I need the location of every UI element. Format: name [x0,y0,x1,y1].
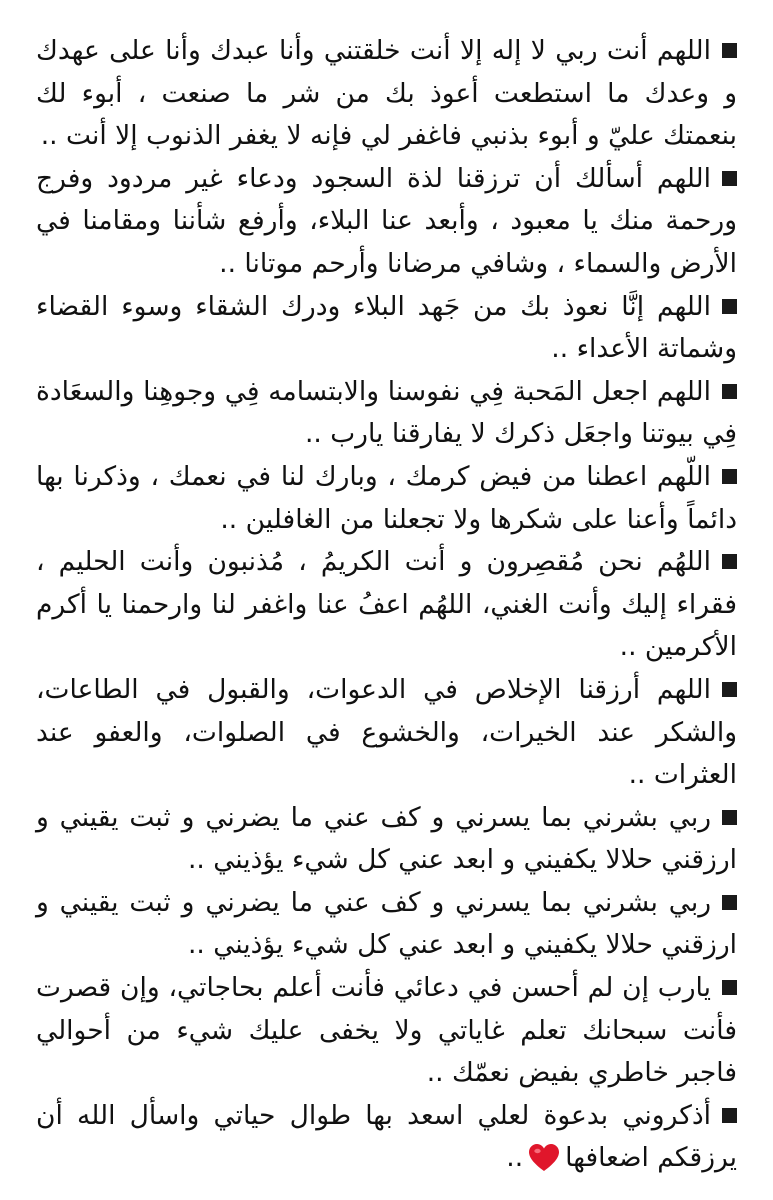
dua-entry-5 [36,456,737,541]
bullet-square-icon [722,980,737,995]
dua-entry-text: اللهم أرزقنا الإخلاص في الدعوات، والقبول في الطاعات، والشكر عند الخيرات، والخشوع في الصلوات، والعفو عند العثرات .. [36,673,737,791]
dua-entry-text: أذكروني بدعوة لعلي اسعد بها طوال حياتي واسأل الله أن يرزقكم اضعافها [36,1099,737,1174]
dua-entry-7 [36,669,737,797]
bullet-square-icon [722,810,737,825]
dua-entry-text: اللهم أنت ربي لا إله إلا أنت خلقتني وأنا عبدك وأنا على عهدك و وعدك ما استطعت أعوذ بك من شر ما صنعت ، أبوء لك بنعمتك عليّ و أبوء بذنبي فاغفر لي فإنه لا يغفر الذنوب إلا أنت .. [36,35,737,152]
dua-entry-8 [36,797,737,882]
dua-entry-1 [36,30,737,158]
dua-entry-text: اللّهم اعطنا من فيض كرمك ، وبارك لنا في نعمك ، وذكرنا بها دائماً وأعنا على شكرها ولا تجعلنا من الغافلين .. [36,460,737,535]
dua-entry-text: ربي بشرني بما يسرني و كف عني ما يضرني و ثبت يقيني و ارزقني حلالا يكفيني و ابعد عني كل شيء يؤذيني .. [36,801,737,876]
bullet-square-icon [722,895,737,910]
bullet-square-icon [722,554,737,569]
dua-entry-text: اللهم اجعل المَحبة فِي نفوسنا والابتسامه فِي وجوهِنا والسعَادة فِي بيوتنا واجعَل ذكرك لا يفارقنا يارب .. [36,375,737,450]
heart-shape [529,1144,559,1172]
dua-entry-3 [36,286,737,371]
dua-entry-ending: .. [506,1142,524,1174]
bullet-square-icon [722,682,737,697]
red-heart-icon [529,1143,559,1186]
dua-entry-text: يارب إن لم أحسن في دعائي فأنت أعلم بحاجاتي، وإن قصرت فأنت سبحانك تعلم غاياتي ولا يخفى عليك شيء من أحوالي فاجبر خاطري بفيض نعمّك .. [36,972,737,1089]
dua-entry-2 [36,158,737,286]
bullet-square-icon [722,384,737,399]
dua-entry-10 [36,967,737,1095]
dua-entry-6 [36,541,737,669]
bullet-square-icon [722,299,737,314]
dua-entry-text: اللهم أسألك أن ترزقنا لذة السجود ودعاء غير مردود وفرج ورحمة منك يا معبود ، وأبعد عنا البلاء، وأرفع شأننا ومقامنا في الأرض والسماء ، وشافي مرضانا وأرحم موتانا .. [36,162,737,279]
bullet-square-icon [722,469,737,484]
dua-entry-11 [36,1095,737,1186]
bullet-square-icon [722,43,737,58]
dua-entry-text: اللهُم نحن مُقصِرون و أنت الكريمُ ، مُذنبون وأنت الحليم ، فقراء إليك وأنت الغني، اللهُم اعفُ عنا واغفر لنا وارحمنا يا أكرم الأكرمين .. [36,546,737,663]
dua-entry-9 [36,882,737,967]
dua-entry-4 [36,371,737,456]
dua-entry-text: اللهم إنَّا نعوذ بك من جَهد البلاء ودرك الشقاء وسوء القضاء وشماتة الأعداء .. [36,290,737,365]
bullet-square-icon [722,171,737,186]
bullet-square-icon [722,1108,737,1123]
dua-entry-text: ربي بشرني بما يسرني و كف عني ما يضرني و ثبت يقيني و ارزقني حلالا يكفيني و ابعد عني كل شيء يؤذيني .. [36,886,737,961]
